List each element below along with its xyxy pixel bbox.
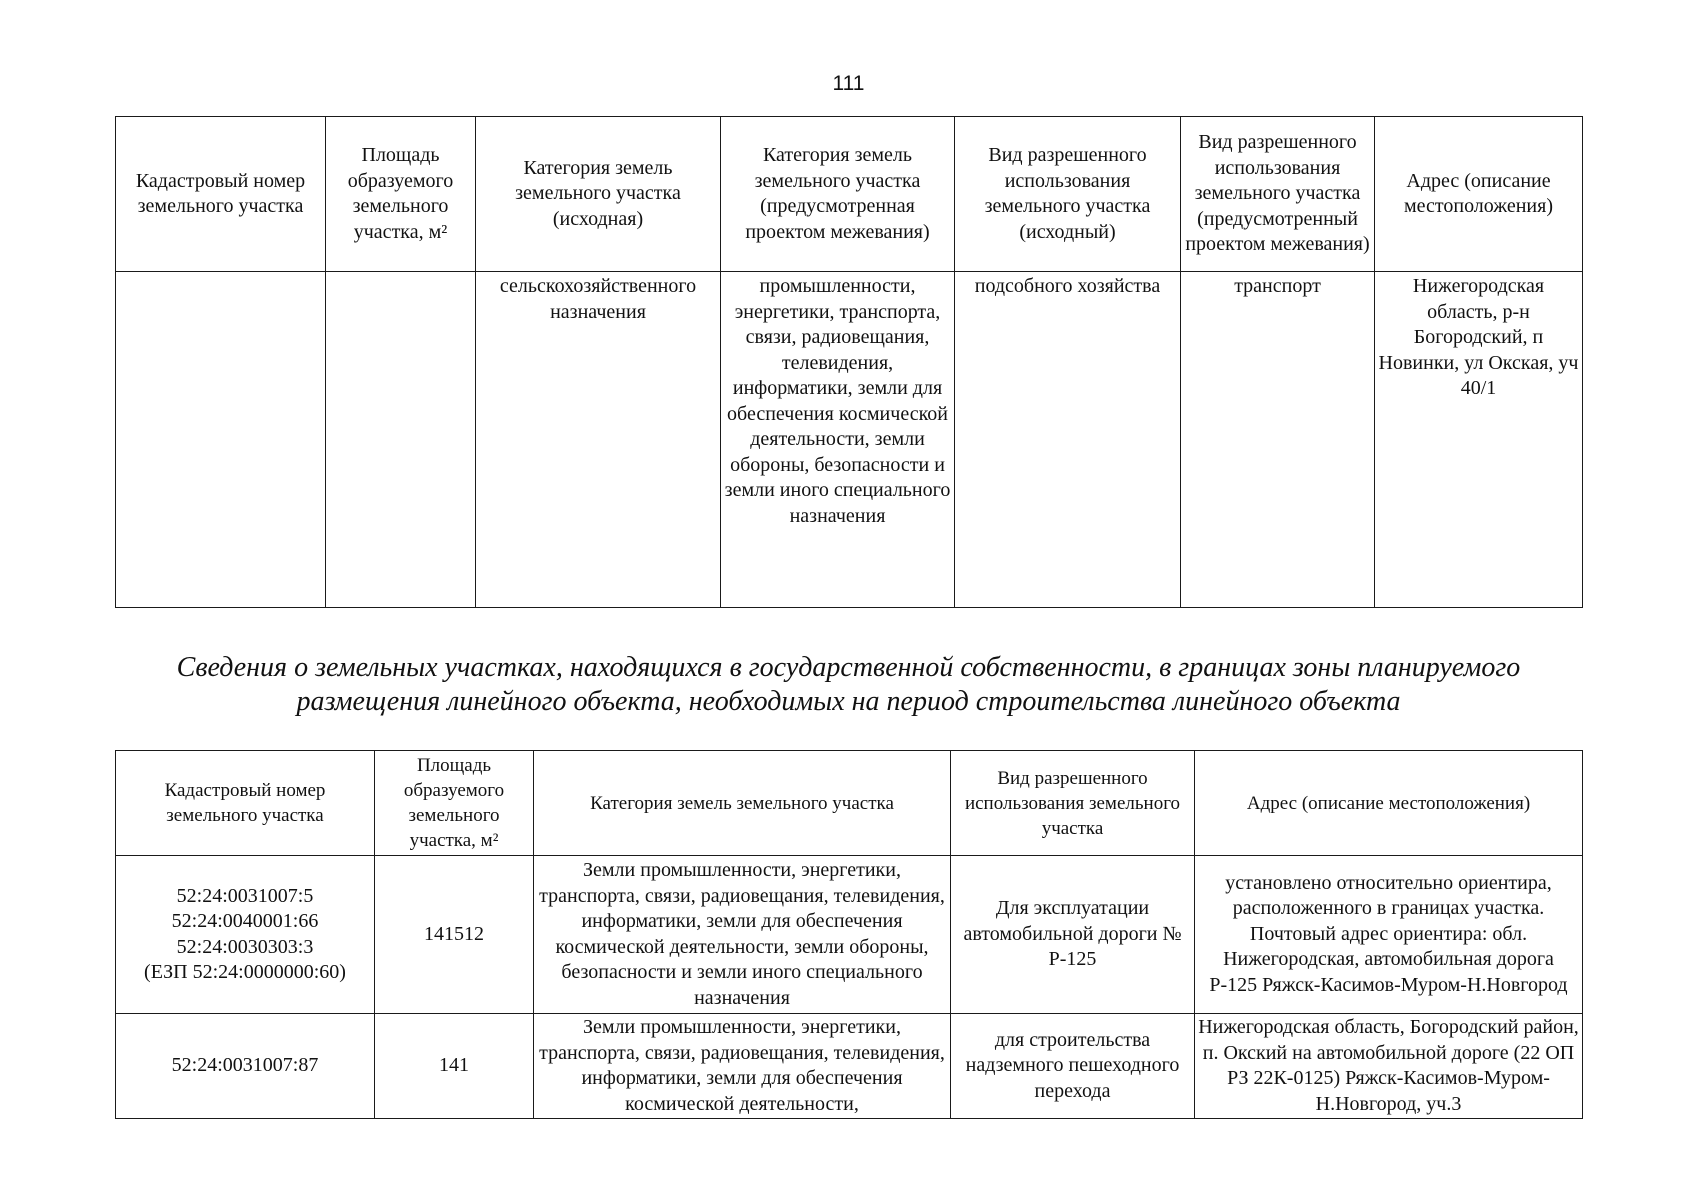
header-category-initial: Категория земель земельного участка (исходная) [476, 117, 721, 272]
header-area: Площадь образуемого земельного участка, м² [375, 751, 534, 856]
header-cadastral: Кадастровый номер земельного участка [116, 117, 326, 272]
header-address: Адрес (описание местоположения) [1195, 751, 1583, 856]
cell-category: Земли промышленности, энергетики, транспорта, связи, радиовещания, телевидения, информатики, земли для обеспечения космической деятельности, земли обороны, безопасности и земли иного специального назначения [534, 856, 951, 1014]
top-land-table [115, 116, 1583, 608]
cell-cadastral [116, 272, 326, 608]
cell-area: 141 [375, 1014, 534, 1119]
cell-area [326, 272, 476, 608]
cell-address: Нижегородская область, р-н Богородский, п Новинки, ул Окская, уч 40/1 [1375, 272, 1583, 608]
cell-address: Нижегородская область, Богородский район, п. Окский на автомобильной дороге (22 ОП РЗ 22К-0125) Ряжск-Касимов-Муром-Н.Новгород, уч.3 [1195, 1014, 1583, 1119]
section-title-text: Сведения о земельных участках, находящихся в государственной собственности, в границах зоны планируемого размещения линейного объекта, необходимых на период строительства линейного объекта [176, 652, 1521, 717]
table-row [116, 272, 1583, 608]
cell-category-initial: сельскохозяйственного назначения [476, 272, 721, 608]
header-address: Адрес (описание местоположения) [1375, 117, 1583, 272]
header-category: Категория земель земельного участка [534, 751, 951, 856]
header-category-planned: Категория земель земельного участка (предусмотренная проектом межевания) [721, 117, 955, 272]
cell-use-planned: транспорт [1181, 272, 1375, 608]
header-row [116, 751, 1583, 856]
page-number: 111 [832, 72, 865, 95]
cell-cadastral: 52:24:0031007:5 52:24:0040001:66 52:24:0030303:3 (ЕЗП 52:24:0000000:60) [116, 856, 375, 1014]
cell-use: Для эксплуатации автомобильной дороги № Р-125 [951, 856, 1195, 1014]
cell-category: Земли промышленности, энергетики, транспорта, связи, радиовещания, телевидения, информатики, земли для обеспечения космической деятельности, [534, 1014, 951, 1119]
header-use-planned: Вид разрешенного использования земельного участка (предусмотренный проектом межевания) [1181, 117, 1375, 272]
table-row [116, 856, 1583, 1014]
cell-use-initial: подсобного хозяйства [955, 272, 1181, 608]
header-use: Вид разрешенного использования земельного участка [951, 751, 1195, 856]
header-use-initial: Вид разрешенного использования земельного участка (исходный) [955, 117, 1181, 272]
header-row [116, 117, 1583, 272]
cell-use: для строительства надземного пешеходного перехода [951, 1014, 1195, 1119]
header-area: Площадь образуемого земельного участка, м² [326, 117, 476, 272]
cell-area: 141512 [375, 856, 534, 1014]
cell-cadastral: 52:24:0031007:87 [116, 1014, 375, 1119]
state-land-table [115, 750, 1583, 1119]
table-row [116, 1014, 1583, 1119]
cell-address: установлено относительно ориентира, расположенного в границах участка. Почтовый адрес ориентира: обл. Нижегородская, автомобильная дорога Р-125 Ряжск-Касимов-Муром-Н.Новгород [1195, 856, 1583, 1014]
cell-category-planned: промышленности, энергетики, транспорта, связи, радиовещания, телевидения, информатики, земли для обеспечения космической деятельности, земли обороны, безопасности и земли иного специального назначения [721, 272, 955, 608]
header-cadastral: Кадастровый номер земельного участка [116, 751, 375, 856]
section-title [0, 651, 1697, 719]
